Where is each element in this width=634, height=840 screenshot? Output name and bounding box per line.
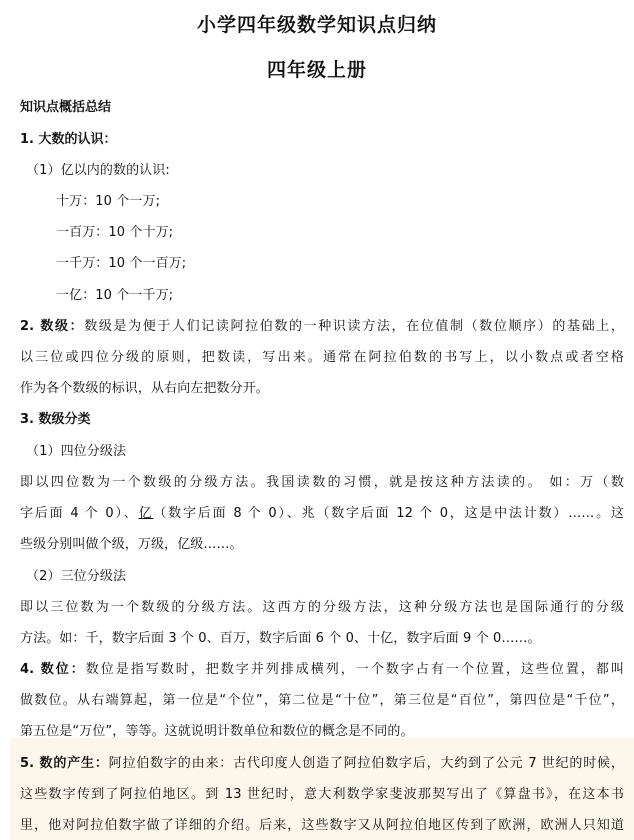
section-3-heading: 3. 数级分类 bbox=[20, 412, 91, 427]
section-1-heading: 1. 大数的认识： bbox=[20, 132, 117, 147]
section-3-sub-1: （1）四位分级法 bbox=[26, 444, 127, 459]
section-2-heading: 2. 数级： bbox=[20, 319, 85, 333]
section-4-line-2: 做数位。从右端算起，第一位是“个位”，第二位是“十位”，第三位是“百位”，第四位是“千位”， bbox=[20, 693, 624, 707]
section-2-line-3: 作为各个数级的标识，从右向左把数分开。 bbox=[20, 381, 269, 396]
section-2-line-2: 以三位或四位分级的原则，把数读，写出来。通常在阿拉伯数的书写上，以小数点或者空格 bbox=[20, 350, 624, 364]
section-3-p1-line-1: 即以四位数为一个数级的分级方法。我国读数的习惯，就是按这种方法读的。 如：万（数 bbox=[20, 475, 624, 489]
section-3-sub-2: （2）三位分级法 bbox=[26, 569, 127, 584]
section-3-p1-line-3: 些级分别叫做个级，万级，亿级……。 bbox=[20, 537, 243, 552]
paragraph-text: 数级是为便于人们记读阿拉伯数的一种识读方法，在位值制（数位顺序）的基础上， bbox=[84, 319, 624, 333]
paragraph-text: 数位是指写数时，把数字并列排成横列，一个数字占有一个位置，这些位置，都叫 bbox=[85, 662, 624, 676]
paragraph-text: 字后面 4 个 0）、 bbox=[20, 506, 139, 520]
list-item: 一亿：10 个一千万; bbox=[56, 288, 174, 303]
paragraph-text: 阿拉伯数字的由来：古代印度人创造了阿拉伯数字后，大约到了公元 7 世纪的时候， bbox=[108, 756, 624, 770]
section-4-heading: 4. 数位： bbox=[20, 662, 86, 676]
section-4-line-3: 第五位是“万位”，等等。这就说明计数单位和数位的概念是不同的。 bbox=[20, 724, 414, 739]
summary-label: 知识点概括总结 bbox=[20, 100, 112, 115]
section-3-p1-line-2 bbox=[20, 502, 624, 520]
section-3-p2-line-2: 方法。如：千，数字后面 3 个 0、百万，数字后面 6 个 0、十亿，数字后面 9 个 0……。 bbox=[20, 631, 541, 646]
paragraph-text: （数字后面 8 个 0）、兆（数字后面 12 个 0，这是中法计数）……。这 bbox=[153, 506, 624, 520]
list-item: 一千万：10 个一百万; bbox=[56, 256, 187, 271]
section-5-heading: 5. 数的产生： bbox=[20, 756, 109, 770]
section-5-line-3: 里，他对阿拉伯数字做了详细的介绍。后来，这些数字又从阿拉伯地区传到了欧洲，欧洲人只知道 bbox=[20, 818, 624, 832]
section-5-line-2: 这些数字传到了阿拉伯地区。到 13 世纪时，意大利数学家斐波那契写出了《算盘书》，在这本书 bbox=[20, 787, 624, 801]
underlined-text: 亿 bbox=[138, 506, 154, 520]
list-item: 十万：10 个一万; bbox=[56, 194, 161, 209]
section-3-p2-line-1: 即以三位数为一个数级的分级方法。这西方的分级方法，这种分级方法也是国际通行的分级 bbox=[20, 600, 624, 614]
page-title: 小学四年级数学知识点归纳 bbox=[196, 14, 437, 36]
section-2-line-1 bbox=[20, 315, 624, 333]
section-5-line-1 bbox=[20, 752, 624, 770]
list-item: 一百万：10 个十万; bbox=[56, 225, 174, 240]
section-1-sub: （1）亿以内的数的认识: bbox=[26, 163, 170, 178]
page-subtitle: 四年级上册 bbox=[266, 59, 367, 81]
section-4-line-1 bbox=[20, 658, 624, 676]
